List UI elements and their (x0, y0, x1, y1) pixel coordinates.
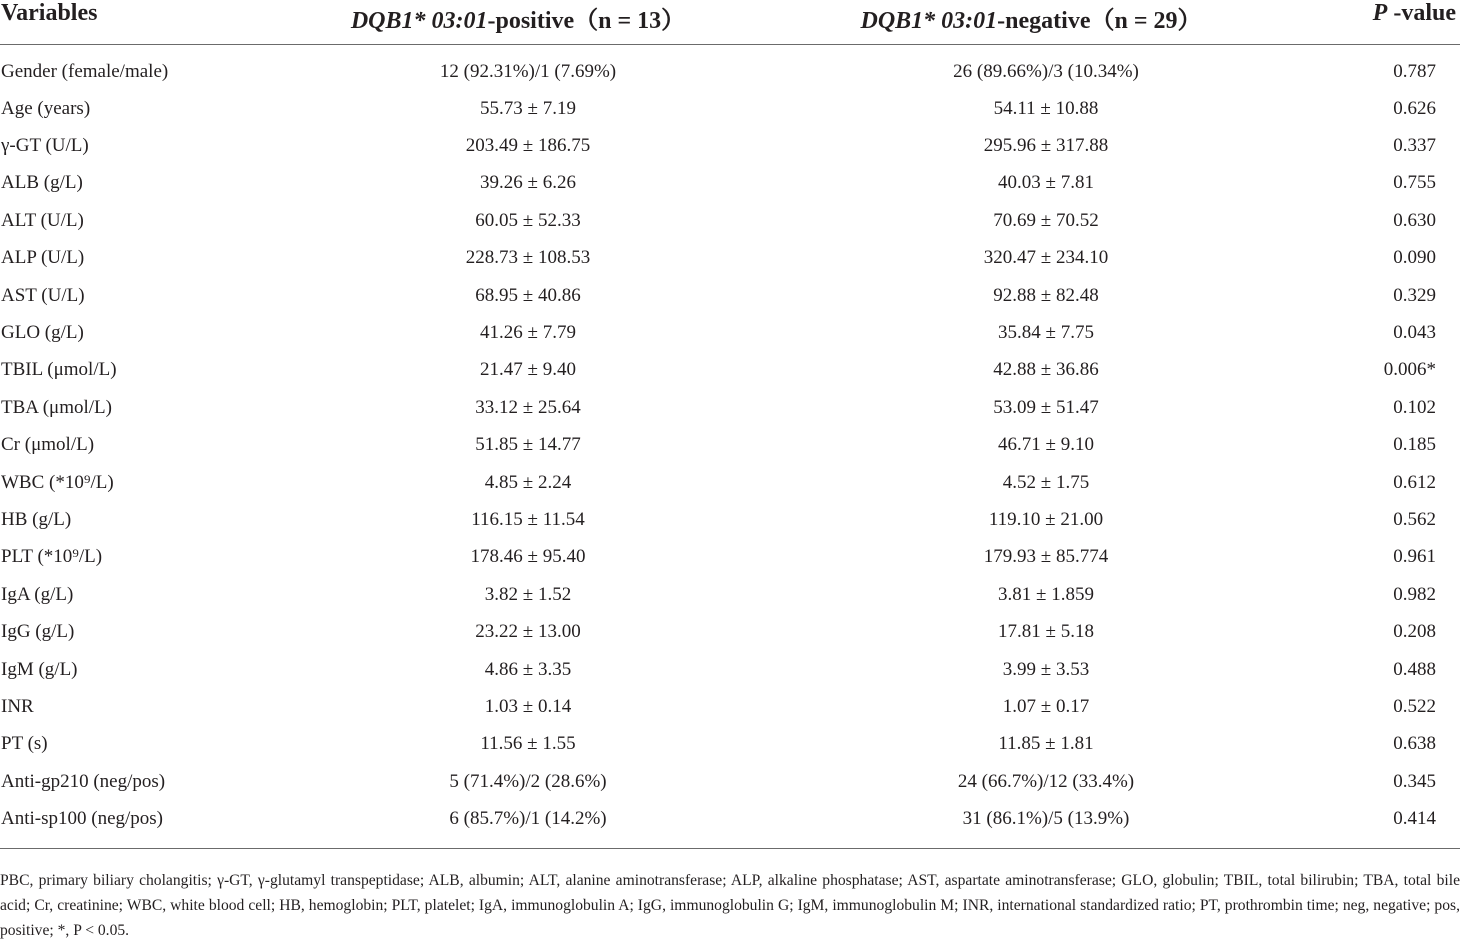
row-positive-cell: 39.26 ± 6.26 (480, 172, 576, 194)
row-positive-cell: 228.73 ± 108.53 (465, 247, 591, 269)
row-variable-cell: WBC (*10⁹/L) (1, 471, 114, 493)
row-positive-cell: 12 (92.31%)/1 (7.69%) (439, 60, 617, 82)
table-header (0, 0, 1460, 45)
table-row (0, 240, 1460, 277)
row-negative-cell: 17.81 ± 5.18 (998, 621, 1094, 643)
row-variable-cell: γ-GT (U/L) (1, 135, 89, 157)
row-p-value-cell: 0.522 (1393, 695, 1436, 717)
row-negative-cell: 26 (89.66%)/3 (10.34%) (953, 60, 1139, 82)
row-negative-cell: 35.84 ± 7.75 (998, 322, 1094, 344)
row-variable-cell: HB (g/L) (1, 508, 72, 530)
row-negative-cell: 46.71 ± 9.10 (998, 434, 1094, 456)
row-variable-cell: Gender (female/male) (1, 60, 169, 82)
row-positive-cell: 21.47 ± 9.40 (480, 359, 576, 381)
table-row (0, 127, 1460, 164)
row-negative-cell: 54.11 ± 10.88 (993, 97, 1099, 119)
header-positive (300, 0, 736, 45)
row-variable-cell: Anti-gp210 (neg/pos) (1, 770, 166, 792)
row-negative-cell: 70.69 ± 70.52 (993, 209, 1099, 231)
row-negative-cell: 92.88 ± 82.48 (993, 284, 1099, 306)
row-variable-cell: IgA (g/L) (1, 583, 74, 605)
row-p-value-cell: 0.337 (1393, 135, 1436, 157)
header-positive-suffix: -positive（n = 13） (487, 8, 686, 34)
header-negative-suffix: -negative（n = 29） (997, 8, 1202, 34)
row-variable-cell: Anti-sp100 (neg/pos) (0, 800, 300, 848)
row-negative-cell: 11.85 ± 1.81 (998, 733, 1094, 755)
row-positive-cell: 1.03 ± 0.14 (484, 695, 572, 717)
header-variables: Variables (0, 0, 300, 45)
row-negative-cell: 119.10 ± 21.00 (988, 508, 1104, 530)
row-p-value-cell: 0.090 (1393, 247, 1436, 269)
header-p-value (1326, 0, 1460, 45)
table-row (0, 501, 1460, 538)
row-p-value-cell: 0.562 (1393, 508, 1436, 530)
row-positive-cell: 5 (71.4%)/2 (28.6%) (449, 770, 607, 792)
table-row (0, 314, 1460, 351)
row-negative-cell: 295.96 ± 317.88 (983, 135, 1109, 157)
table-row (0, 576, 1460, 613)
row-positive-cell: 203.49 ± 186.75 (465, 135, 591, 157)
row-p-value-cell: 0.961 (1393, 546, 1436, 568)
row-positive-cell: 178.46 ± 95.40 (470, 546, 586, 568)
row-positive-cell: 33.12 ± 25.64 (475, 396, 581, 418)
row-negative-cell: 40.03 ± 7.81 (998, 172, 1094, 194)
table-row (0, 45, 1460, 91)
header-positive-gene: DQB1* 03:01 (350, 8, 488, 34)
table-row (0, 202, 1460, 239)
row-positive-cell: 4.85 ± 2.24 (484, 471, 572, 493)
table-footnote: PBC, primary biliary cholangitis; γ-GT, γ-glutamyl transpeptidase; ALB, albumin; ALT, alanine aminotransferase; ALP, alkaline phosphatase; AST, aspartate aminotransferase; GLO, globulin; TBIL, total bilirubin; TBA, total bile acid; Cr, creatinine; WBC, white blood cell; HB, hemoglobin; PLT, platelet; IgA, immunoglobulin A; IgG, immunoglobulin G; IgM, immunoglobulin M; INR, international standardized ratio; PT, prothrombin time; neg, negative; pos, positive; *, P < 0.05. (0, 872, 1460, 939)
row-p-value-cell: 0.043 (1393, 322, 1436, 344)
row-variable-cell: ALP (U/L) (1, 247, 85, 269)
row-p-value-cell: 0.630 (1393, 209, 1436, 231)
row-negative-cell: 3.81 ± 1.859 (998, 583, 1094, 605)
table-row (0, 800, 1460, 848)
row-p-value-cell: 0.208 (1393, 621, 1436, 643)
row-p-value-cell: 0.006* (1383, 359, 1436, 381)
row-variable-cell: AST (U/L) (1, 284, 85, 306)
table-row (0, 651, 1460, 688)
row-negative-cell: 42.88 ± 36.86 (993, 359, 1099, 381)
row-positive-cell: 3.82 ± 1.52 (484, 583, 572, 605)
table-row (0, 427, 1460, 464)
row-p-value-cell: 0.626 (1393, 97, 1436, 119)
table-body (0, 45, 1460, 849)
row-negative-cell: 31 (86.1%)/5 (13.9%) (736, 800, 1326, 848)
row-negative-cell: 3.99 ± 3.53 (1002, 658, 1090, 680)
row-p-value-cell: 0.102 (1393, 396, 1436, 418)
row-variable-cell: PT (s) (1, 733, 48, 755)
table-row (0, 539, 1460, 576)
row-negative-cell: 4.52 ± 1.75 (1002, 471, 1090, 493)
row-variable-cell: IgM (g/L) (1, 658, 78, 680)
table-row (0, 763, 1460, 800)
row-positive-cell: 60.05 ± 52.33 (475, 209, 581, 231)
row-p-value-cell: 0.488 (1393, 658, 1436, 680)
row-p-value-cell: 0.755 (1393, 172, 1436, 194)
row-positive-cell: 51.85 ± 14.77 (475, 434, 581, 456)
row-variable-cell: TBA (μmol/L) (1, 396, 112, 418)
row-p-value-cell: 0.638 (1393, 733, 1436, 755)
header-p-suffix: -value (1387, 0, 1456, 26)
row-negative-cell: 1.07 ± 0.17 (1002, 695, 1090, 717)
row-variable-cell: INR (1, 695, 34, 717)
row-variable-cell: ALT (U/L) (1, 209, 84, 231)
table-row (0, 389, 1460, 426)
row-variable-cell: Age (years) (1, 97, 91, 119)
row-negative-cell: 320.47 ± 234.10 (983, 247, 1109, 269)
table-row (0, 688, 1460, 725)
row-p-value-cell: 0.982 (1393, 583, 1436, 605)
row-p-value-cell: 0.787 (1393, 60, 1436, 82)
row-variable-cell: Cr (μmol/L) (1, 434, 95, 456)
row-variable-cell: PLT (*10⁹/L) (1, 546, 103, 568)
row-variable-cell: GLO (g/L) (1, 322, 84, 344)
row-negative-cell: 24 (66.7%)/12 (33.4%) (957, 770, 1135, 792)
row-p-value-cell: 0.414 (1326, 800, 1460, 848)
row-positive-cell: 11.56 ± 1.55 (480, 733, 576, 755)
table-row (0, 277, 1460, 314)
table-row (0, 464, 1460, 501)
row-positive-cell: 55.73 ± 7.19 (480, 97, 576, 119)
table-row (0, 352, 1460, 389)
row-positive-cell: 41.26 ± 7.79 (480, 322, 576, 344)
table-row (0, 90, 1460, 127)
row-variable-cell: IgG (g/L) (1, 621, 75, 643)
row-p-value-cell: 0.612 (1393, 471, 1436, 493)
header-negative-gene: DQB1* 03:01 (860, 8, 998, 34)
header-p-letter: P (1372, 0, 1388, 26)
table-row (0, 165, 1460, 202)
row-negative-cell: 179.93 ± 85.774 (983, 546, 1109, 568)
row-p-value-cell: 0.185 (1393, 434, 1436, 456)
row-positive-cell: 23.22 ± 13.00 (475, 621, 581, 643)
row-positive-cell: 116.15 ± 11.54 (471, 508, 585, 530)
row-p-value-cell: 0.329 (1393, 284, 1436, 306)
row-variable-cell: TBIL (μmol/L) (1, 359, 117, 381)
row-positive-cell: 68.95 ± 40.86 (475, 284, 581, 306)
table-row (0, 726, 1460, 763)
row-variable-cell: ALB (g/L) (1, 172, 83, 194)
row-p-value-cell: 0.345 (1393, 770, 1436, 792)
row-negative-cell: 53.09 ± 51.47 (993, 396, 1099, 418)
row-positive-cell: 6 (85.7%)/1 (14.2%) (300, 800, 736, 848)
row-positive-cell: 4.86 ± 3.35 (484, 658, 572, 680)
header-negative (736, 0, 1326, 45)
header-row (0, 0, 1460, 45)
table-row (0, 613, 1460, 650)
